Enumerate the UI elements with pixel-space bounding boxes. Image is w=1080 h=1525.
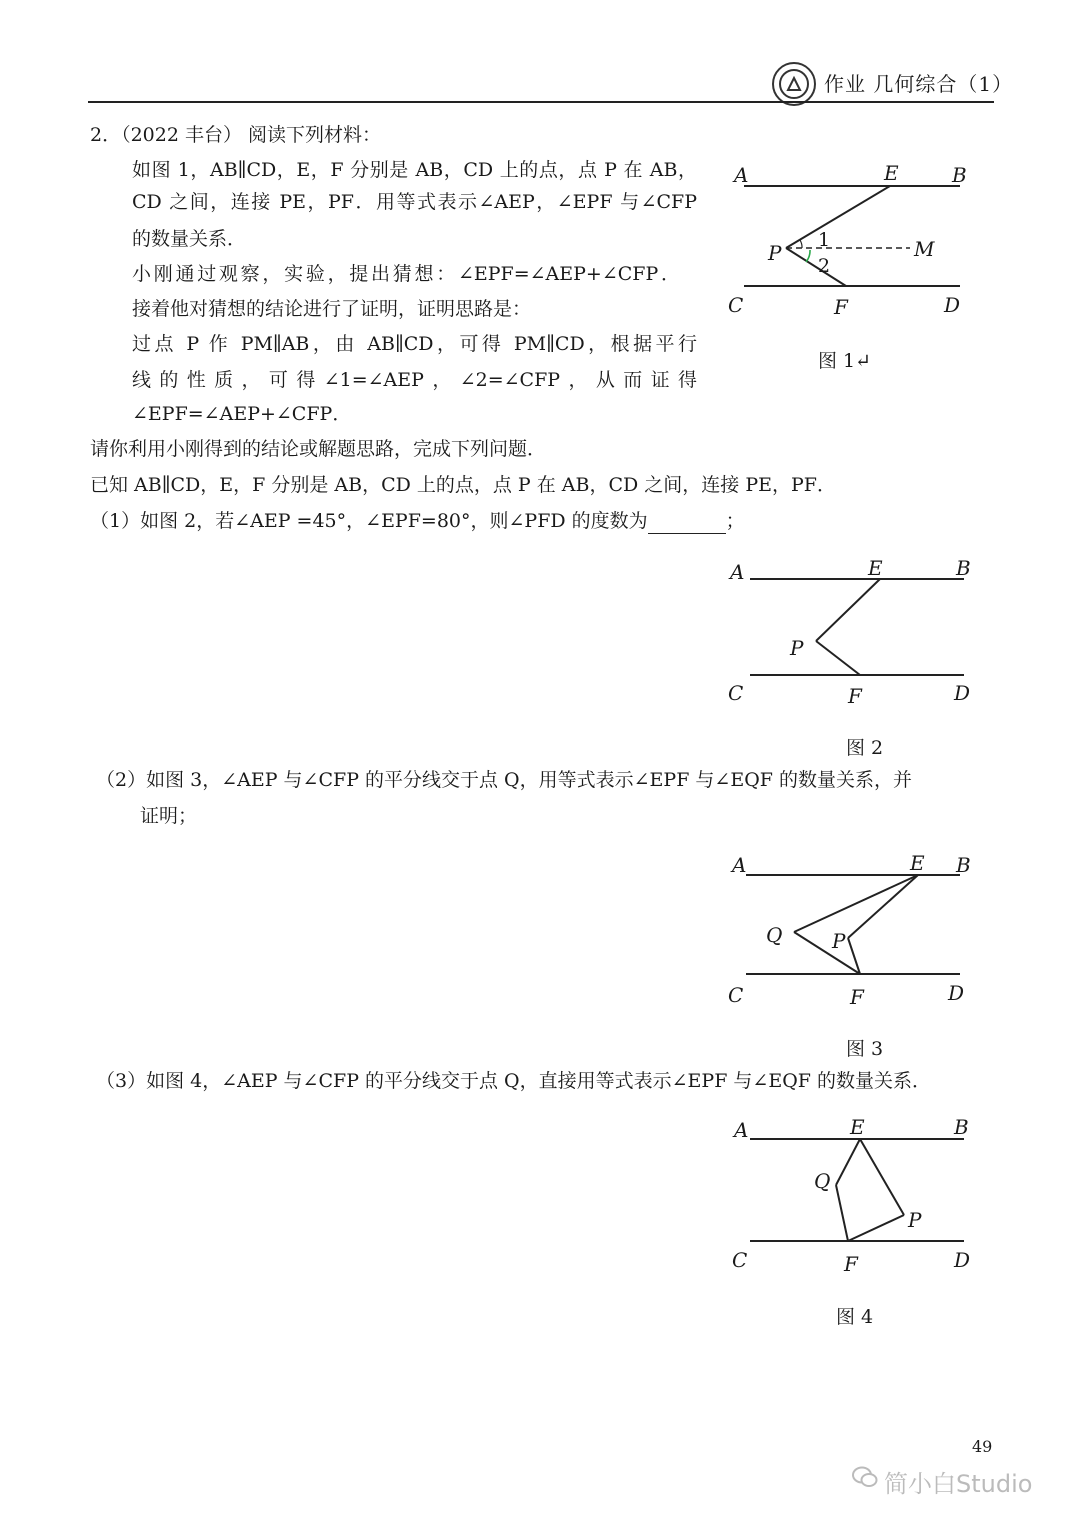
page-header-title: 作业 几何综合（1） xyxy=(824,72,1014,96)
fig4-segment-pf xyxy=(848,1215,904,1241)
fig1-label-f: F xyxy=(834,295,848,319)
question-3: （3）如图 4，∠AEP 与∠CFP 的平分线交于点 Q，直接用等式表示∠EPF 与∠EQF 的数量关系． xyxy=(96,1070,932,1092)
fig3-segment-ep xyxy=(848,875,918,938)
fig1-segment-pf xyxy=(786,248,846,286)
fig4-label-q: Q xyxy=(814,1169,831,1193)
fig4-label-e: E xyxy=(850,1115,865,1139)
material-line-4: 小刚通过观察，实验，提出猜想：∠EPF=∠AEP+∠CFP． xyxy=(132,263,680,285)
fig4-segment-qf xyxy=(836,1185,848,1241)
material-line-8: ∠EPF=∠AEP+∠CFP． xyxy=(132,403,352,425)
fig1-label-m: M xyxy=(914,237,935,261)
fig3-label-f: F xyxy=(850,985,864,1009)
figure-3 xyxy=(720,850,980,1010)
figure-1-caption: 图 1↵ xyxy=(818,350,872,372)
fig4-label-f: F xyxy=(844,1252,858,1276)
fig4-label-a: A xyxy=(734,1118,749,1142)
logo-triangle-icon xyxy=(787,77,801,91)
fig1-angle-1-arc xyxy=(800,240,802,248)
school-logo-icon xyxy=(772,62,816,106)
watermark-text: 简小白Studio xyxy=(884,1470,1033,1498)
fig3-label-p: P xyxy=(832,929,846,953)
material-line-6: 过点 P 作 PM∥AB，由 AB∥CD，可得 PM∥CD，根据平行 xyxy=(132,333,697,355)
fig2-label-b: B xyxy=(956,556,971,580)
fig3-label-a: A xyxy=(732,853,747,877)
problem-heading: 2．（2022 丰台） 阅读下列材料： xyxy=(90,124,382,146)
fig1-label-b: B xyxy=(952,163,967,187)
material-line-1: 如图 1，AB∥CD，E，F 分别是 AB，CD 上的点，点 P 在 AB， xyxy=(132,159,697,181)
fig2-segment-pf xyxy=(816,641,860,675)
fig3-label-c: C xyxy=(728,983,744,1007)
material-line-5: 接着他对猜想的结论进行了证明，证明思路是： xyxy=(132,298,532,320)
answer-blank xyxy=(648,515,726,534)
question-1-text: （1）如图 2，若∠AEP =45°，∠EPF=80°，则∠PFD 的度数为 xyxy=(90,510,648,532)
wechat-icon xyxy=(852,1466,878,1488)
fig1-label-d: D xyxy=(944,293,961,317)
watermark xyxy=(852,1464,1032,1499)
header-divider xyxy=(88,101,994,103)
question-1 xyxy=(90,508,745,534)
fig1-label-c: C xyxy=(728,293,744,317)
fig3-segment-eq xyxy=(794,875,918,932)
fig2-label-c: C xyxy=(728,681,744,705)
fig1-angle-2-arc xyxy=(806,250,810,262)
figure-4 xyxy=(720,1115,980,1275)
figure-4-caption: 图 4 xyxy=(836,1306,874,1328)
fig2-label-d: D xyxy=(954,681,971,705)
fig1-label-2: 2 xyxy=(818,255,831,277)
fig2-label-a: A xyxy=(730,560,745,584)
question-2-line-2: 证明； xyxy=(140,805,198,827)
fig1-label-a: A xyxy=(734,163,749,187)
fig4-segment-eq xyxy=(836,1139,860,1185)
figure-3-caption: 图 3 xyxy=(846,1038,884,1060)
fig1-label-p: P xyxy=(768,241,782,265)
fig3-label-b: B xyxy=(956,853,971,877)
fig3-label-e: E xyxy=(910,851,925,875)
fig4-label-c: C xyxy=(732,1248,748,1272)
fig2-label-f: F xyxy=(848,684,862,708)
material-line-7: 线的性质，可得∠1=∠AEP，∠2=∠CFP，从而证得 xyxy=(132,369,697,391)
material-line-2: CD 之间，连接 PE，PF．用等式表示∠AEP，∠EPF 与∠CFP xyxy=(132,191,697,213)
fig3-segment-qf xyxy=(794,932,860,974)
page-number: 49 xyxy=(972,1437,993,1456)
fig2-label-e: E xyxy=(868,556,883,580)
fig4-label-d: D xyxy=(954,1248,971,1272)
given-line: 已知 AB∥CD，E，F 分别是 AB，CD 上的点，点 P 在 AB，CD 之间，连接 PE，PF． xyxy=(90,474,836,496)
instruction-line: 请你利用小刚得到的结论或解题思路，完成下列问题． xyxy=(90,438,547,460)
fig1-segment-pe xyxy=(786,186,890,248)
figure-2-caption: 图 2 xyxy=(846,737,884,759)
fig3-label-d: D xyxy=(948,981,965,1005)
fig2-label-p: P xyxy=(790,636,804,660)
fig4-segment-ep xyxy=(860,1139,904,1215)
figure-2 xyxy=(720,555,980,715)
fig4-label-b: B xyxy=(954,1115,969,1139)
fig1-label-e: E xyxy=(884,161,899,185)
fig1-label-1: 1 xyxy=(818,229,831,251)
fig2-segment-pe xyxy=(816,579,880,641)
question-2-line-1: （2）如图 3，∠AEP 与∠CFP 的平分线交于点 Q，用等式表示∠EPF 与∠EQF 的数量关系，并 xyxy=(96,769,913,791)
fig3-label-q: Q xyxy=(766,923,783,947)
question-1-end: ； xyxy=(725,510,745,532)
material-line-3: 的数量关系． xyxy=(132,228,247,250)
logo-inner-ring xyxy=(779,69,809,99)
fig4-label-p: P xyxy=(908,1208,922,1232)
